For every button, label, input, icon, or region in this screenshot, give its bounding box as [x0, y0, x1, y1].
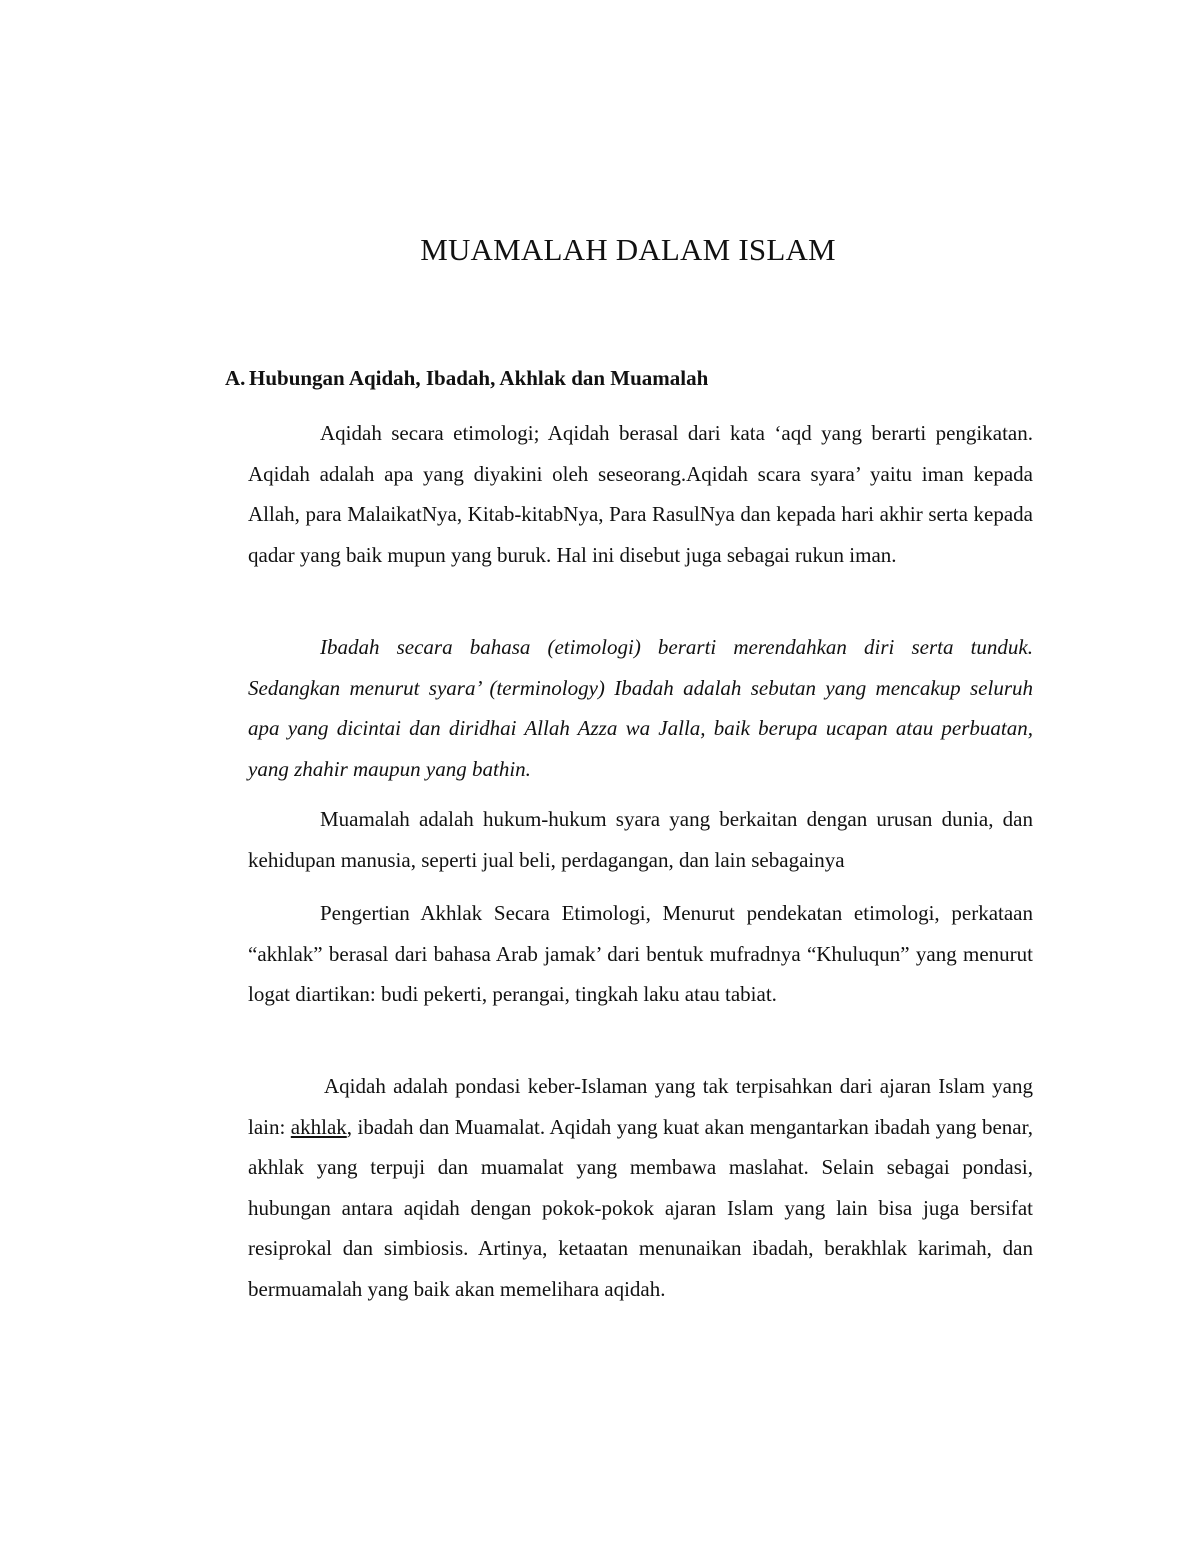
paragraph-hubungan-end: , ibadah dan Muamalat. Aqidah yang kuat akan mengantarkan ibadah yang benar, akhlak yang terpuji dan muamalat yang membawa maslahat. Selain sebagai pondasi, hubungan antara aqidah dengan pokok-pokok ajaran Islam yang lain bisa juga bersifat resiprokal dan simbiosis. Artinya, ketaatan menunaikan ibadah, berakhlak karimah, dan bermuamalah yang baik akan memelihara aqidah. — [248, 1114, 1033, 1301]
akhlak-link[interactable]: akhlak — [290, 1114, 347, 1139]
paragraph-ibadah: Ibadah secara bahasa (etimologi) berarti merendahkan diri serta tunduk. Sedangkan menurut syara’ (terminology) Ibadah adalah sebutan yang mencakup seluruh apa yang dicintai dan diridhai Allah Azza wa Jalla, baik berupa ucapan atau perbuatan, yang zhahir maupun yang bathin. — [248, 635, 1033, 781]
section-heading — [225, 366, 708, 391]
paragraph-aqidah: Aqidah secara etimologi; Aqidah berasal dari kata ‘aqd yang berarti pengikatan. Aqidah adalah apa yang diyakini oleh seseorang.Aqidah scara syara’ yaitu iman kepada Allah, para MalaikatNya, Kitab-kitabNya, Para RasulNya dan kepada hari akhir serta kepada qadar yang baik mupun yang buruk. Hal ini disebut juga sebagai rukun iman. — [248, 421, 1033, 567]
section-number: A. — [225, 366, 246, 390]
paragraph-muamalah: Muamalah adalah hukum-hukum syara yang berkaitan dengan urusan dunia, dan kehidupan manusia, seperti jual beli, perdagangan, dan lain sebagainya — [248, 807, 1033, 872]
page-title: MUAMALAH DALAM ISLAM — [420, 232, 836, 267]
paragraph-hubungan — [248, 1066, 1033, 1309]
paragraph-akhlak: Pengertian Akhlak Secara Etimologi, Menurut pendekatan etimologi, perkataan “akhlak” berasal dari bahasa Arab jamak’ dari bentuk mufradnya “Khuluqun” yang menurut logat diartikan: budi pekerti, perangai, tingkah laku atau tabiat. — [248, 901, 1033, 1006]
section-heading-text: Hubungan Aqidah, Ibadah, Akhlak dan Muamalah — [249, 366, 709, 390]
paragraph-hubungan-start: Aqidah adalah pondasi keber-Islaman yang tak terpisahkan dari ajaran Islam yang lain: — [248, 1074, 1033, 1139]
